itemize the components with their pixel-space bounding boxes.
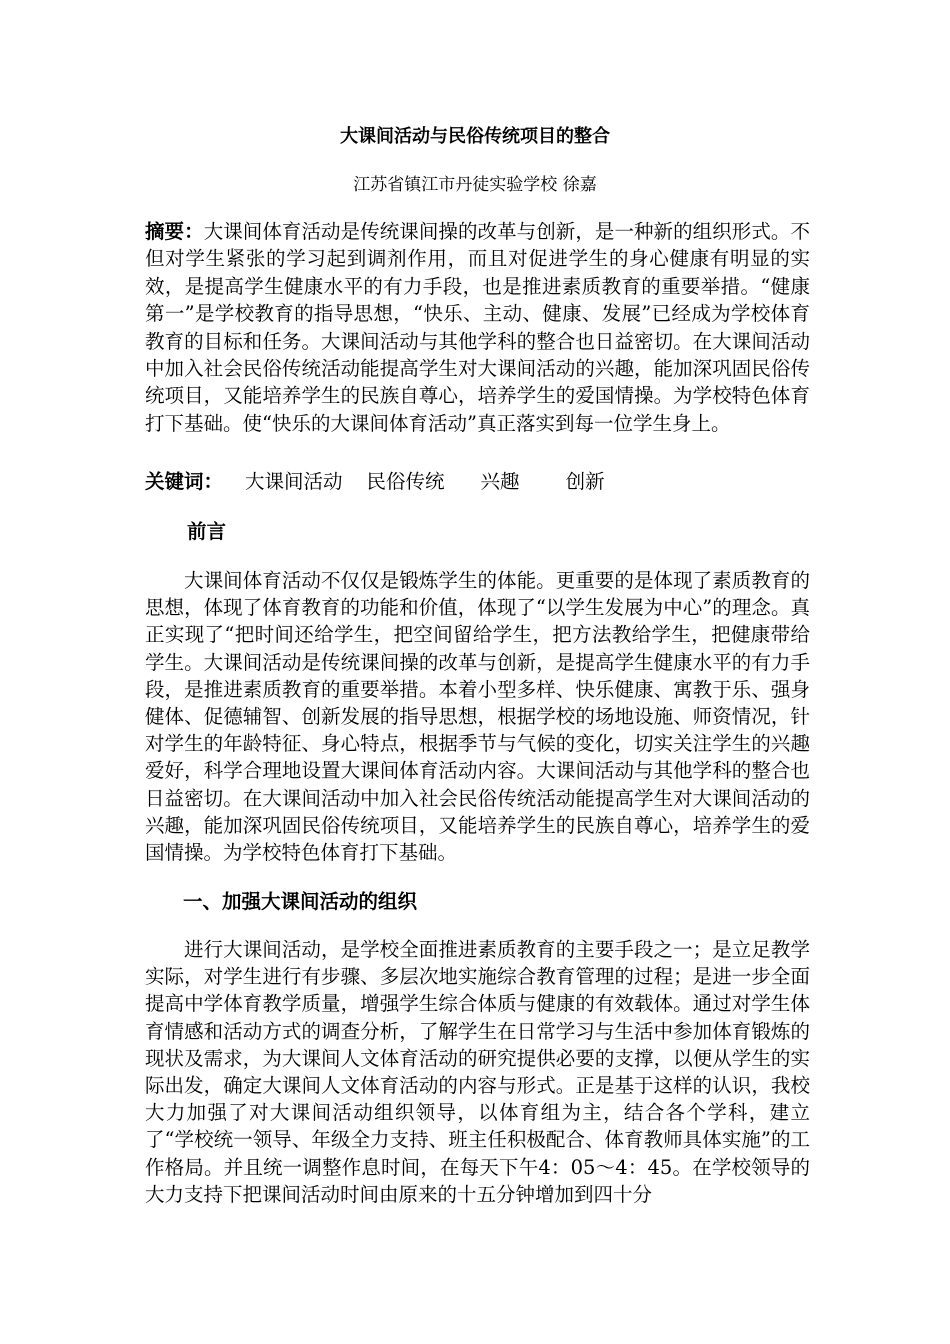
- abstract-text: 大课间体育活动是传统课间操的改革与创新，是一种新的组织形式。不但对学生紧张的学习起到调剂作用，而且对促进学生的身心健康有明显的实效，是提高学生健康水平的有力手段，也是推进素质教育的重要举措。“健康第一”是学校教育的指导思想，“快乐、主动、健康、发展”已经成为学校体育教育的目标和任务。大课间活动与其他学科的整合也日益密切。在大课间活动中加入社会民俗传统活动能提高学生对大课间活动的兴趣，能加深巩固民俗传统项目，又能培养学生的民族自尊心，培养学生的爱国情操。为学校特色体育打下基础。使“快乐的大课间体育活动”真正落实到每一位学生身上。: [145, 220, 810, 435]
- keyword-item: 兴趣: [480, 470, 520, 493]
- abstract-paragraph: [145, 218, 810, 437]
- organization-paragraph: 进行大课间活动，是学校全面推进素质教育的主要手段之一；是立足教学实际，对学生进行有步骤、多层次地实施综合教育管理的过程；是进一步全面提高中学体育教学质量，增强学生综合体质与健康的有效载体。通过对学生体育情感和活动方式的调查分析，了解学生在日常学习与生活中参加体育锻炼的现状及需求，为大课间人文体育活动的研究提供必要的支撑，以便从学生的实际出发，确定大课间人文体育活动的内容与形式。正是基于这样的认识，我校大力加强了对大课间活动组织领导，以体育组为主，结合各个学科，建立了“学校统一领导、年级全力支持、班主任积极配合、体育教师具体实施”的工作格局。并且统一调整作息时间，在每天下午4：05～4：45。在学校领导的大力支持下把课间活动时间由原来的十五分钟增加到四十分: [145, 938, 810, 1206]
- keyword-item: 民俗传统: [366, 470, 445, 493]
- author-line: 江苏省镇江市丹徒实验学校 徐嘉: [353, 175, 597, 195]
- foreword-paragraph: 大课间体育活动不仅仅是锻炼学生的体能。更重要的是体现了素质教育的思想，体现了体育教育的功能和价值，体现了“以学生发展为中心”的理念。真正实现了“把时间还给学生，把空间留给学生，把方法教给学生，把健康带给学生。大课间活动是传统课间操的改革与创新，是提高学生健康水平的有力手段，是推进素质教育的重要举措。本着小型多样、快乐健康、寓教于乐、强身健体、促德辅智、创新发展的指导思想，根据学校的场地设施、师资情况，针对学生的年龄特征、身心特点，根据季节与气候的变化，切实关注学生的兴趣爱好，科学合理地设置大课间体育活动内容。大课间活动与其他学科的整合也日益密切。在大课间活动中加入社会民俗传统活动能提高学生对大课间活动的兴趣，能加深巩固民俗传统项目，又能培养学生的民族自尊心，培养学生的爱国情操。为学校特色体育打下基础。: [145, 569, 810, 865]
- abstract-label: 摘要：: [145, 220, 204, 243]
- section-heading-organization: 一、加强大课间活动的组织: [183, 890, 418, 913]
- section-heading-foreword: 前言: [187, 520, 227, 543]
- keyword-item: 创新: [565, 470, 605, 493]
- keywords-label: 关键词：: [145, 470, 224, 493]
- keyword-item: 大课间活动: [245, 470, 343, 493]
- document-title: 大课间活动与民俗传统项目的整合: [340, 126, 610, 147]
- keywords-line: [145, 468, 810, 495]
